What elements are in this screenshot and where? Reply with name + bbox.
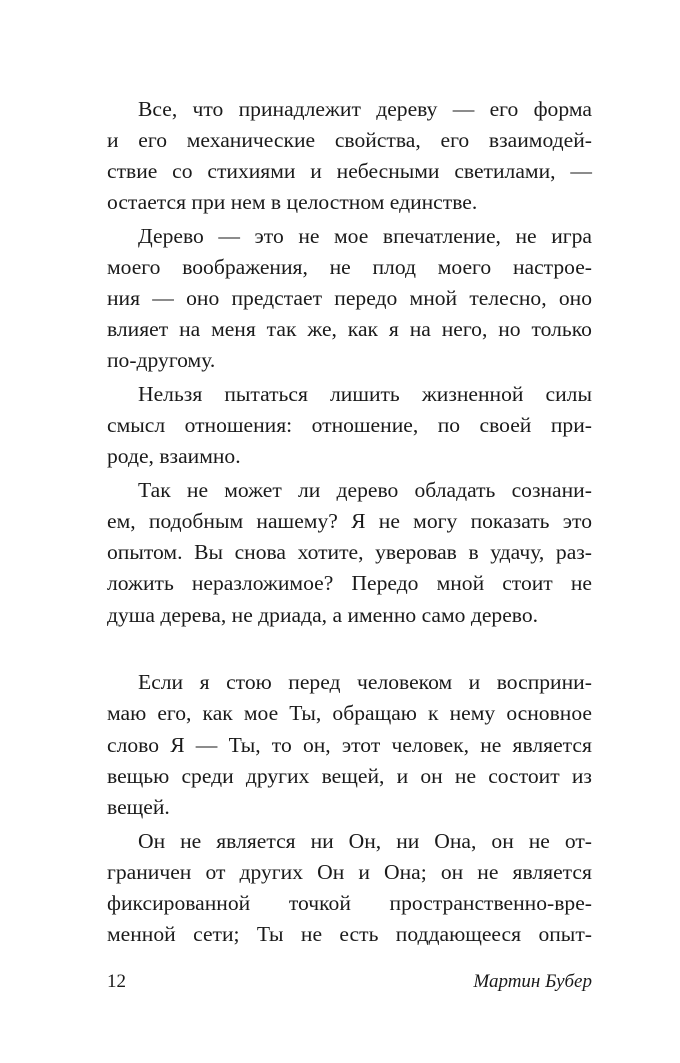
text-line: Дерево — это не мое впечатление, не игра — [138, 224, 592, 249]
text-line: Нельзя пытаться лишить жизненной силы — [138, 382, 592, 407]
text-line: менной сети; Ты не есть поддающееся опыт- — [107, 921, 592, 946]
text-line: ложить неразложимое? Передо мной стоит не — [107, 571, 592, 596]
running-author: Мартин Бубер — [473, 971, 592, 992]
text-line: смысл отношения: отношение, по своей при- — [107, 413, 592, 438]
text-line: Если я стою перед человеком и восприни- — [138, 670, 592, 695]
text-line: Все, что принадлежит дереву — его форма — [138, 97, 592, 121]
text-line: вещью среди других вещей, и он не состоит из — [107, 763, 592, 788]
text-line: ния — оно предстает передо мной телесно, оно — [107, 286, 592, 311]
text-line: ствие со стихиями и небесными светилами, — — [107, 159, 592, 184]
paragraph-2 — [107, 221, 592, 376]
text-line: Он не является ни Он, ни Она, он не от- — [138, 828, 592, 853]
text-line: фиксированной точкой пространственно-вре- — [107, 890, 592, 915]
paragraph-1 — [107, 94, 592, 218]
text-line: остается при нем в целостном единстве. — [107, 190, 478, 215]
text-line: влияет на меня так же, как я на него, но только — [107, 317, 592, 342]
paragraph-4 — [107, 475, 592, 630]
text-line: и его механические свойства, его взаимодей- — [107, 128, 592, 153]
paragraph-6 — [107, 826, 592, 950]
text-line: моего воображения, не плод моего настрое- — [107, 255, 592, 280]
text-line: маю его, как мое Ты, обращаю к нему основное — [107, 701, 592, 726]
text-line: душа дерева, не дриада, а именно само дерево. — [107, 602, 539, 627]
text-line: вещей. — [107, 794, 170, 819]
text-line: ем, подобным нашему? Я не могу показать это — [107, 509, 592, 534]
text-line: опытом. Вы снова хотите, уверовав в удачу, раз- — [107, 540, 592, 565]
page-number: 12 — [107, 971, 126, 992]
text-line: граничен от других Он и Она; он не является — [107, 859, 592, 884]
page-body — [107, 94, 592, 953]
section-break — [107, 633, 592, 667]
text-line: слово Я — Ты, то он, этот человек, не является — [107, 732, 592, 757]
paragraph-3 — [107, 379, 592, 472]
paragraph-5 — [107, 667, 592, 822]
text-line: роде, взаимно. — [107, 444, 241, 469]
text-line: Так не может ли дерево обладать сознани- — [138, 478, 592, 503]
text-line: по-другому. — [107, 348, 216, 373]
page-footer — [107, 967, 592, 997]
